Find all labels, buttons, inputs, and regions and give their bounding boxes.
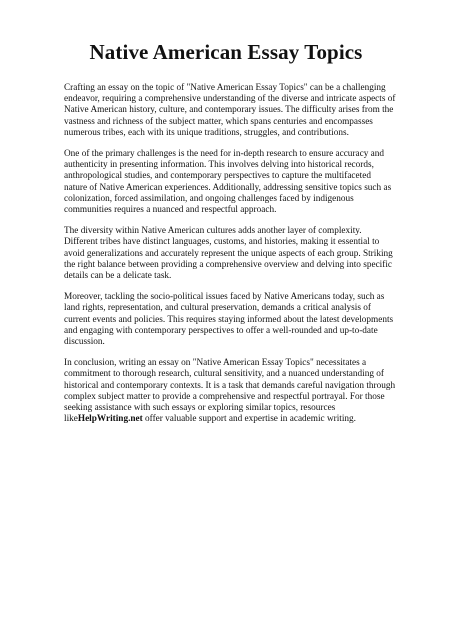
paragraph-5-text-after-link: offer valuable support and expertise in academic writing. (142, 414, 356, 425)
essay-body (64, 83, 396, 435)
paragraph-1: Crafting an essay on the topic of "Native American Essay Topics" can be a challenging endeavor, requiring a comprehensive understanding of the diverse and intricate aspects of Native American history, culture, and contemporary issues. The difficulty arises from the vastness and richness of the subject matter, which spans centuries and encompasses numerous tribes, each with its unique traditions, struggles, and contributions. (64, 83, 396, 138)
paragraph-5 (64, 358, 396, 425)
paragraph-3: The diversity within Native American cultures adds another layer of complexity. Different tribes have distinct languages, customs, and histories, making it essential to avoid generalizations and accurately represent the unique aspects of each group. Striking the right balance between providing a comprehensive overview and delving into specific details can be a delicate task. (64, 226, 393, 282)
paragraph-2: One of the primary challenges is the need for in-depth research to ensure accuracy and authenticity in presenting information. This involves delving into historical records, anthropological studies, and contemporary perspectives to capture the multifaceted nature of Native American experiences. Additionally, addressing sensitive topics such as colonization, forced assimilation, and ongoing challenges faced by indigenous communities requires a nuanced and respectful approach. (64, 149, 392, 216)
paragraph-4: Moreover, tackling the socio-political issues faced by Native Americans today, such as land rights, representation, and cultural preservation, demands a critical analysis of current events and policies. This requires staying informed about the latest developments and engaging with contemporary perspectives to offer a well-rounded and up-to-date discussion. (64, 292, 394, 348)
page-title: Native American Essay Topics (89, 40, 363, 64)
paragraph-5-text-before-link: In conclusion, writing an essay on "Native American Essay Topics" necessitates a commitment to thorough research, cultural sensitivity, and a nuanced understanding of historical and contemporary contexts. It is a task that demands careful navigation through complex subject matter to provide a comprehensive and respectful portrayal. For those seeking assistance with such essays or exploring similar topics, resources like (64, 358, 396, 425)
helpwriting-link[interactable]: HelpWriting.net (77, 414, 143, 425)
